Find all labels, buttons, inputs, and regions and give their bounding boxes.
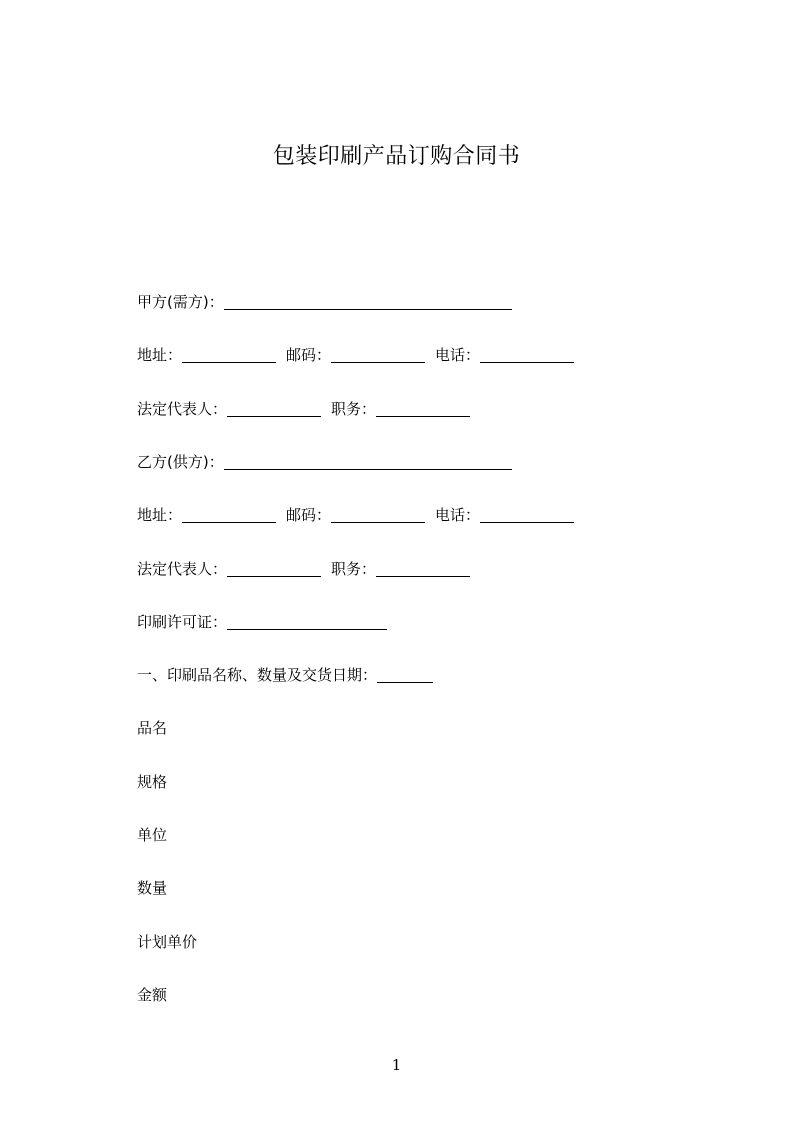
item-amount: 金额 [137,986,168,1004]
item-unit: 单位 [137,826,168,844]
party-a-address-blank[interactable] [182,348,276,363]
party-a-contact-line [137,345,574,365]
party-a-position-blank[interactable] [376,402,470,417]
section1-heading-line [137,665,433,685]
page-number: 1 [391,1056,402,1074]
party-a-address-label: 地址： [137,346,183,364]
party-a-label: 甲方(需方)： [137,293,224,311]
document-title: 包装印刷产品订购合同书 [272,144,521,169]
party-a-rep-line [137,399,470,419]
party-b-contact-line [137,505,574,525]
party-a-blank[interactable] [224,295,512,310]
party-b-phone-label: 电话： [435,506,481,524]
party-b-position-blank[interactable] [376,562,470,577]
item-name: 品名 [137,719,168,737]
party-b-address-label: 地址： [137,506,183,524]
party-b-postcode-blank[interactable] [331,508,425,523]
section1-blank[interactable] [377,668,433,683]
item-planned-unit-price: 计划单价 [137,933,198,951]
party-b-position-label: 职务： [331,560,377,578]
party-a-line [137,292,512,312]
party-b-rep-line [137,559,470,579]
license-blank[interactable] [227,615,387,630]
license-line [137,612,387,632]
party-a-phone-blank[interactable] [480,348,574,363]
party-b-label: 乙方(供方)： [137,453,224,471]
party-a-phone-label: 电话： [435,346,481,364]
party-a-postcode-blank[interactable] [331,348,425,363]
license-label: 印刷许可证： [137,613,228,631]
party-b-line [137,452,512,472]
item-quantity: 数量 [137,879,168,897]
party-a-rep-blank[interactable] [227,402,321,417]
party-b-postcode-label: 邮码： [286,506,332,524]
section1-heading: 一、印刷品名称、数量及交货日期： [137,666,378,684]
party-b-rep-label: 法定代表人： [137,560,228,578]
party-b-phone-blank[interactable] [480,508,574,523]
party-b-blank[interactable] [224,455,512,470]
party-a-position-label: 职务： [331,400,377,418]
item-spec: 规格 [137,773,168,791]
party-b-rep-blank[interactable] [227,562,321,577]
party-a-postcode-label: 邮码： [286,346,332,364]
party-a-rep-label: 法定代表人： [137,400,228,418]
party-b-address-blank[interactable] [182,508,276,523]
